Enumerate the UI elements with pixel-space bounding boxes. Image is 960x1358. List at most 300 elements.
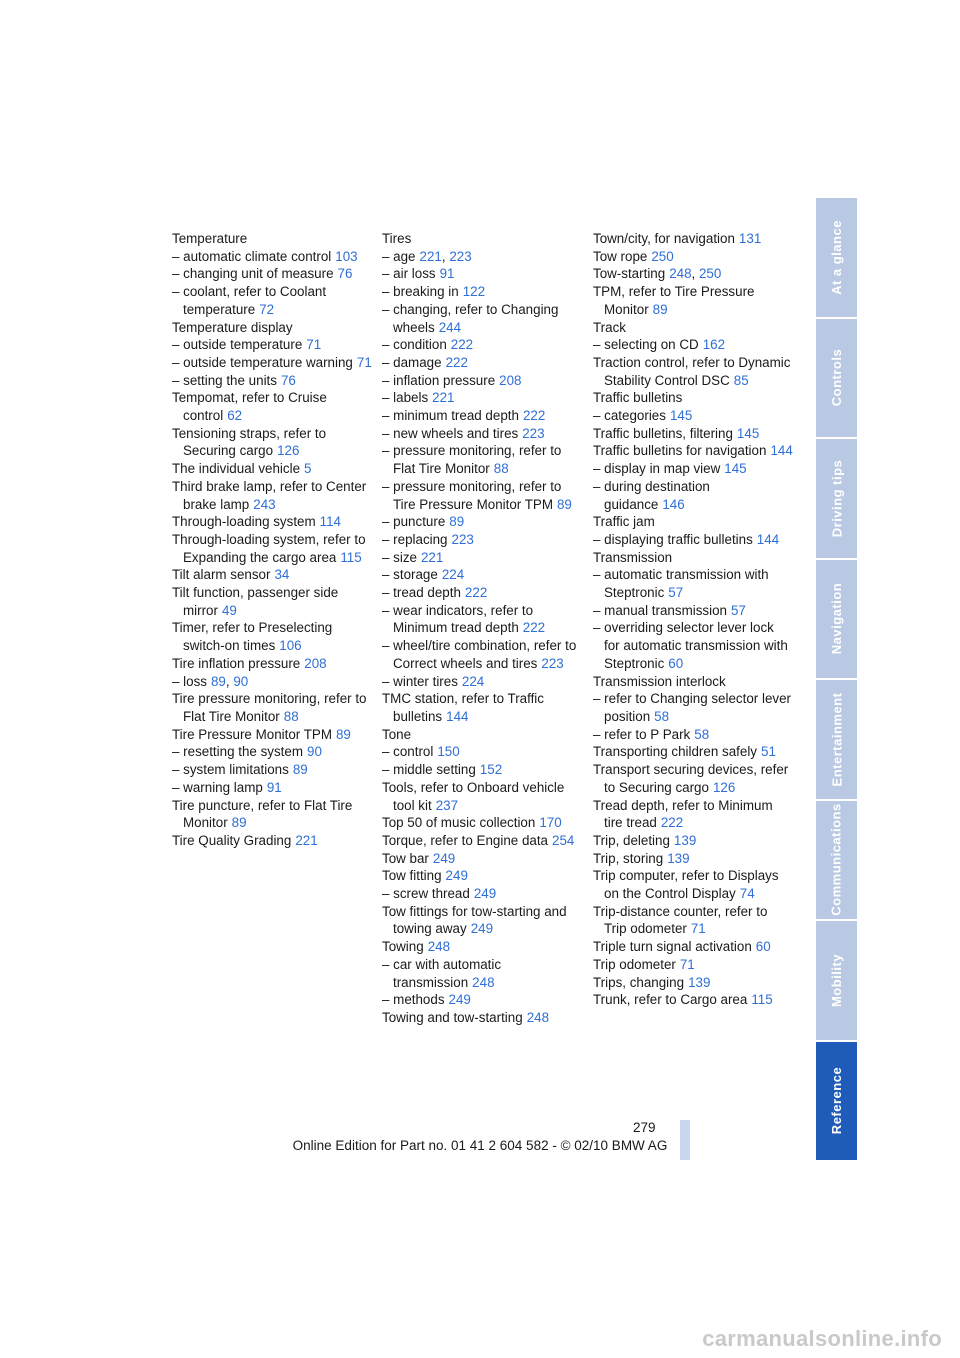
index-entry-text: Top 50 of music collection xyxy=(382,815,536,831)
index-entry xyxy=(172,336,372,354)
index-entry xyxy=(172,283,372,318)
index-entry-text: – middle setting xyxy=(382,762,476,778)
index-entry-text: Tone xyxy=(382,726,412,742)
page-link[interactable]: 222 xyxy=(450,337,474,353)
index-entry-text: Towing xyxy=(382,939,424,955)
section-sidebar xyxy=(816,198,857,1160)
index-entry-text: – wear indicators, refer to Minimum tread depth xyxy=(382,602,534,636)
index-entry-text: – winter tires xyxy=(382,673,458,689)
page-link[interactable]: 60 xyxy=(755,939,771,955)
page-link[interactable]: 139 xyxy=(688,974,711,990)
index-entry xyxy=(382,832,582,850)
page-link[interactable]: 91 xyxy=(439,266,455,282)
index-entry xyxy=(382,673,582,691)
index-entry-text: Trip computer, refer to Displays on the Control Display xyxy=(593,868,779,902)
index-entry-text: Transmission interlock xyxy=(593,673,726,689)
index-entry-text: – size xyxy=(382,549,417,565)
index-entry-text: Transmission xyxy=(593,549,673,565)
page-link[interactable]: 115 xyxy=(751,992,773,1008)
page-link[interactable]: 88 xyxy=(283,708,299,724)
index-entry xyxy=(382,779,582,814)
page-number: 279 xyxy=(633,1120,656,1135)
index-entry xyxy=(382,389,582,407)
index-entry-text: – air loss xyxy=(382,266,436,282)
index-entry xyxy=(593,726,793,744)
sidebar-tab-label: Navigation xyxy=(829,583,844,655)
page-link[interactable]: 221 xyxy=(419,248,442,264)
index-entry xyxy=(382,248,582,266)
index-entry-text: Traffic bulletins for navigation xyxy=(593,443,767,459)
index-entry-text: – displaying traffic bulletins xyxy=(593,531,753,547)
index-entry xyxy=(382,442,582,477)
index-entry xyxy=(172,425,372,460)
index-entry xyxy=(593,938,793,956)
page-link[interactable]: 89 xyxy=(292,762,308,778)
page-link[interactable]: 221 xyxy=(420,549,444,565)
page-link[interactable]: 90 xyxy=(307,744,322,760)
index-entry-text: – refer to P Park xyxy=(593,726,691,742)
page-link[interactable]: 72 xyxy=(259,301,275,317)
index-entry xyxy=(172,779,372,797)
index-entry-text: Tempomat, refer to Cruise control xyxy=(172,390,327,424)
index-entry-text: – pressure monitoring, refer to Tire Pressure Monitor TPM xyxy=(382,478,562,512)
index-entry-text: – control xyxy=(382,744,434,760)
page-separator: , xyxy=(441,248,450,264)
page-link[interactable]: 237 xyxy=(435,797,459,813)
index-entry-text: Tire pressure monitoring, refer to Flat Tire Monitor xyxy=(172,691,367,724)
index-entry-text: – age xyxy=(382,248,416,264)
page-link[interactable]: 139 xyxy=(673,832,697,848)
page-link[interactable]: 115 xyxy=(340,549,362,565)
page-link[interactable]: 57 xyxy=(668,585,684,601)
index-entry xyxy=(593,991,793,1009)
index-entry-text: Traction control, refer to Dynamic Stability Control DSC xyxy=(593,354,791,388)
index-entry xyxy=(172,619,372,654)
index-entry xyxy=(382,761,582,779)
index-entry xyxy=(172,655,372,673)
index-entry xyxy=(593,956,793,974)
sidebar-tab-label: Entertainment xyxy=(829,692,844,787)
index-entry xyxy=(593,425,793,443)
index-entry-text: Tow fittings for tow-starting and towing away xyxy=(382,903,567,937)
page-link[interactable]: 152 xyxy=(479,762,503,778)
page-link[interactable]: 144 xyxy=(756,531,780,547)
page-link[interactable]: 71 xyxy=(679,956,695,972)
index-entry xyxy=(382,478,582,513)
page-link[interactable]: 89 xyxy=(210,673,226,689)
index-entry-text: Tire Quality Grading xyxy=(172,832,292,848)
index-entry-text: – setting the units xyxy=(172,372,277,388)
index-entry-text: Traffic bulletins xyxy=(593,390,683,406)
index-entry xyxy=(382,743,582,761)
index-column-3 xyxy=(593,230,793,1009)
sidebar-tab-entertainment[interactable] xyxy=(816,680,857,799)
index-entry-text: – labels xyxy=(382,390,429,406)
index-entry xyxy=(172,743,372,761)
index-entry-text: Third brake lamp, refer to Center brake lamp xyxy=(172,478,367,512)
index-entry-text: – outside temperature xyxy=(172,337,303,353)
index-entry-text: Tire puncture, refer to Flat Tire Monitor xyxy=(172,797,353,831)
index-entry xyxy=(593,867,793,902)
index-entry xyxy=(382,690,582,725)
index-entry-text: – loss xyxy=(172,673,207,689)
index-entry xyxy=(382,956,582,991)
page-link[interactable]: 76 xyxy=(337,266,353,282)
index-entry xyxy=(382,637,582,672)
index-entry xyxy=(382,265,582,283)
index-entry-text: – tread depth xyxy=(382,585,461,601)
index-entry-text: – warning lamp xyxy=(172,779,263,795)
page-link[interactable]: 222 xyxy=(522,408,546,424)
index-column-1 xyxy=(172,230,372,850)
index-entry xyxy=(593,265,793,283)
index-entry xyxy=(382,814,582,832)
index-entry-text: Tow bar xyxy=(382,850,429,866)
index-entry xyxy=(593,566,793,601)
index-entry-text: – puncture xyxy=(382,514,446,530)
page-link[interactable]: 222 xyxy=(445,354,468,370)
page-link[interactable]: 145 xyxy=(736,425,760,441)
page-link[interactable]: 89 xyxy=(231,815,247,831)
page-link[interactable]: 74 xyxy=(739,886,755,902)
index-entry xyxy=(593,478,793,513)
index-entry-text: Trip-distance counter, refer to Trip odometer xyxy=(593,903,768,937)
page-link[interactable]: 223 xyxy=(451,531,474,547)
index-entry-text: Tire inflation pressure xyxy=(172,655,301,671)
page-link[interactable]: 221 xyxy=(432,390,455,406)
index-entry xyxy=(382,726,582,744)
index-entry xyxy=(593,549,793,567)
index-entry-text: Temperature xyxy=(172,231,248,246)
sidebar-tab-mobility[interactable] xyxy=(816,921,857,1040)
page-link[interactable]: 126 xyxy=(277,443,300,459)
index-entry-text: – changing unit of measure xyxy=(172,266,334,282)
sidebar-tab-label: Communications xyxy=(829,803,844,916)
page-link[interactable]: 145 xyxy=(669,408,693,424)
index-entry xyxy=(593,690,793,725)
page-link[interactable]: 250 xyxy=(651,248,674,264)
page-link[interactable]: 51 xyxy=(761,744,776,760)
index-entry xyxy=(172,584,372,619)
index-entry xyxy=(382,584,582,602)
page-link[interactable]: 126 xyxy=(712,779,736,795)
index-entry xyxy=(172,513,372,531)
index-entry xyxy=(172,761,372,779)
page-link[interactable]: 89 xyxy=(556,496,572,512)
index-entry xyxy=(593,743,793,761)
index-entry-text: Temperature display xyxy=(172,319,293,335)
sidebar-tab-label: Controls xyxy=(829,349,845,407)
index-entry-text: – methods xyxy=(382,992,445,1008)
page-link[interactable]: 223 xyxy=(522,425,545,441)
page-link[interactable]: 60 xyxy=(668,655,684,671)
index-entry-text: TPM, refer to Tire Pressure Monitor xyxy=(593,284,755,317)
sidebar-tab-navigation[interactable] xyxy=(816,560,857,679)
index-entry-text: Through-loading system xyxy=(172,514,316,530)
page-link[interactable]: 223 xyxy=(541,655,564,671)
page-link[interactable]: 89 xyxy=(652,301,668,317)
index-entry xyxy=(382,230,582,248)
page-link[interactable]: 71 xyxy=(690,921,706,937)
index-entry xyxy=(382,991,582,1009)
index-entry-text: – resetting the system xyxy=(172,744,303,760)
index-entry xyxy=(382,425,582,443)
index-entry-text: Tow-starting xyxy=(593,266,666,282)
index-entry-text: – changing, refer to Changing wheels xyxy=(382,301,559,335)
index-entry-text: Tensioning straps, refer to Securing cargo xyxy=(172,425,327,459)
sidebar-tab-label: Mobility xyxy=(829,953,845,1007)
page-link[interactable]: 144 xyxy=(770,443,793,459)
page-link[interactable]: 90 xyxy=(233,673,249,689)
index-entry xyxy=(593,602,793,620)
index-entry xyxy=(382,283,582,301)
index-entry xyxy=(593,336,793,354)
sidebar-tab-controls[interactable] xyxy=(816,319,857,438)
index-entry-text: Tow rope xyxy=(593,248,648,264)
page-link[interactable]: 224 xyxy=(461,673,485,689)
page-link[interactable]: 88 xyxy=(493,461,509,477)
index-entry-text: Tires xyxy=(382,231,412,246)
index-entry xyxy=(382,407,582,425)
page-link[interactable]: 106 xyxy=(279,638,302,654)
index-column-2 xyxy=(382,230,582,1027)
index-entry-text: Traffic jam xyxy=(593,514,655,530)
page-link[interactable]: 89 xyxy=(449,514,465,530)
index-entry xyxy=(593,460,793,478)
page-link[interactable]: 146 xyxy=(662,496,685,512)
index-entry xyxy=(382,549,582,567)
index-entry xyxy=(382,531,582,549)
index-entry-text: – categories xyxy=(593,408,666,424)
index-entry xyxy=(382,850,582,868)
sidebar-tab-label: Driving tips xyxy=(829,459,845,538)
page-link[interactable]: 144 xyxy=(446,708,469,724)
index-entry-text: Track xyxy=(593,319,626,335)
sidebar-tab-label: Reference xyxy=(829,1067,844,1135)
index-entry xyxy=(382,513,582,531)
sidebar-tab-at-a-glance[interactable] xyxy=(816,198,857,317)
index-entry xyxy=(382,602,582,637)
index-entry-text: – automatic climate control xyxy=(172,248,332,264)
page-link[interactable]: 249 xyxy=(445,868,468,884)
index-entry-text: – overriding selector lever lock for automatic transmission with Steptronic xyxy=(593,620,788,671)
page-link[interactable]: 249 xyxy=(470,921,494,937)
page-link[interactable]: 254 xyxy=(552,832,575,848)
index-entry xyxy=(593,248,793,266)
page-link[interactable]: 249 xyxy=(473,886,497,902)
page-link[interactable]: 57 xyxy=(730,602,746,618)
index-entry-text: – car with automatic transmission xyxy=(382,956,502,990)
index-entry-text: – pressure monitoring, refer to Flat Tire Monitor xyxy=(382,443,562,477)
index-entry xyxy=(382,354,582,372)
page-link[interactable]: 89 xyxy=(335,726,351,742)
index-entry xyxy=(382,336,582,354)
page-link[interactable]: 249 xyxy=(448,992,471,1008)
index-entry-text: Timer, refer to Preselecting switch-on times xyxy=(172,620,333,654)
index-entry-text: – screw thread xyxy=(382,886,470,902)
index-entry-text: Trips, changing xyxy=(593,974,685,990)
index-entry-text: Triple turn signal activation xyxy=(593,939,752,955)
index-entry xyxy=(593,761,793,796)
index-entry xyxy=(172,230,372,248)
index-entry-text: – display in map view xyxy=(593,461,721,477)
page-link[interactable]: 58 xyxy=(654,708,670,724)
index-entry xyxy=(593,903,793,938)
index-entry-text: – replacing xyxy=(382,531,448,547)
index-entry xyxy=(172,460,372,478)
index-entry xyxy=(172,797,372,832)
index-entry xyxy=(593,974,793,992)
page-link[interactable]: 58 xyxy=(694,726,710,742)
index-entry-text: Tire Pressure Monitor TPM xyxy=(172,726,332,742)
index-entry xyxy=(172,372,372,390)
sidebar-tab-label: At a glance xyxy=(829,219,845,295)
page-link[interactable]: 103 xyxy=(335,248,358,264)
index-entry-text: Transporting children safely xyxy=(593,744,757,760)
page-link[interactable]: 248 xyxy=(427,939,451,955)
index-entry-text: Trip, storing xyxy=(593,850,664,866)
page-link[interactable]: 162 xyxy=(702,337,726,353)
index-entry-text: Tools, refer to Onboard vehicle tool kit xyxy=(382,779,565,813)
page-link[interactable]: 224 xyxy=(441,567,465,583)
page-separator: , xyxy=(225,673,234,689)
page-link[interactable]: 49 xyxy=(221,602,237,618)
page-link[interactable]: 248 xyxy=(472,974,495,990)
page-link[interactable]: 222 xyxy=(464,585,488,601)
edition-footer: Online Edition for Part no. 01 41 2 604 582 - © 02/10 BMW AG xyxy=(292,1138,668,1153)
index-entry-text: Torque, refer to Engine data xyxy=(382,832,549,848)
index-entry-text: The individual vehicle xyxy=(172,461,301,477)
page-link[interactable]: 250 xyxy=(698,266,722,282)
page-link[interactable]: 34 xyxy=(274,567,290,583)
index-entry-text: – damage xyxy=(382,354,442,370)
index-entry xyxy=(593,407,793,425)
index-entry xyxy=(172,690,372,725)
index-entry-text: Tow fitting xyxy=(382,868,442,884)
index-entry-text: Trip odometer xyxy=(593,956,676,972)
page-link[interactable]: 62 xyxy=(227,408,243,424)
index-entry xyxy=(593,389,793,407)
index-entry-text: Traffic bulletins, filtering xyxy=(593,425,733,441)
index-entry-text: – new wheels and tires xyxy=(382,425,519,441)
page-link[interactable]: 71 xyxy=(356,354,372,370)
page-link[interactable]: 248 xyxy=(669,266,692,282)
index-entry xyxy=(382,1009,582,1027)
index-entry xyxy=(172,566,372,584)
page-link[interactable]: 208 xyxy=(499,372,522,388)
page-link[interactable]: 223 xyxy=(449,248,472,264)
index-entry xyxy=(172,726,372,744)
page-link[interactable]: 139 xyxy=(667,850,690,866)
index-entry xyxy=(172,265,372,283)
page-link[interactable]: 76 xyxy=(280,372,296,388)
index-entry xyxy=(593,619,793,672)
page-link[interactable]: 208 xyxy=(304,655,327,671)
index-entry xyxy=(382,938,582,956)
page-link[interactable]: 85 xyxy=(733,372,749,388)
index-entry xyxy=(382,301,582,336)
page-link[interactable]: 248 xyxy=(526,1009,550,1025)
index-entry xyxy=(172,248,372,266)
index-entry-text: Tread depth, refer to Minimum tire tread xyxy=(593,797,773,831)
index-entry xyxy=(593,319,793,337)
index-entry xyxy=(593,230,793,248)
page-link[interactable]: 91 xyxy=(266,779,282,795)
page-link[interactable]: 170 xyxy=(539,815,562,831)
index-entry-text: – refer to Changing selector lever position xyxy=(593,691,791,724)
page-link[interactable]: 222 xyxy=(660,815,684,831)
page-link[interactable]: 122 xyxy=(462,284,486,300)
sidebar-tab-communications[interactable] xyxy=(816,801,857,920)
index-entry xyxy=(172,389,372,424)
index-entry xyxy=(172,319,372,337)
sidebar-tab-driving-tips[interactable] xyxy=(816,439,857,558)
page-link[interactable]: 150 xyxy=(437,744,460,760)
index-entry-text: – minimum tread depth xyxy=(382,408,519,424)
index-entry xyxy=(172,354,372,372)
index-entry-text: Towing and tow-starting xyxy=(382,1009,523,1025)
index-entry xyxy=(593,850,793,868)
page-link[interactable]: 249 xyxy=(432,850,456,866)
index-entry-text: – wheel/tire combination, refer to Correct wheels and tires xyxy=(382,638,577,671)
page-link[interactable]: 145 xyxy=(724,461,747,477)
index-entry xyxy=(172,531,372,566)
page-link[interactable]: 221 xyxy=(295,832,318,848)
index-entry-text: Tilt function, passenger side mirror xyxy=(172,585,339,618)
page-link[interactable]: 222 xyxy=(522,620,546,636)
index-entry xyxy=(593,673,793,691)
index-entry-text: – automatic transmission with Steptronic xyxy=(593,567,769,601)
index-entry xyxy=(172,478,372,513)
page-link[interactable]: 244 xyxy=(438,319,462,335)
index-entry xyxy=(593,513,793,531)
page-link[interactable]: 5 xyxy=(304,461,312,477)
index-entry-text: – system limitations xyxy=(172,762,289,778)
page-link[interactable]: 243 xyxy=(253,496,276,512)
index-entry-text: Trip, deleting xyxy=(593,832,670,848)
index-entry-text: – condition xyxy=(382,337,447,353)
index-entry-text: – manual transmission xyxy=(593,602,727,618)
index-entry xyxy=(593,832,793,850)
index-entry-text: Through-loading system, refer to Expanding the cargo area xyxy=(172,531,366,565)
index-entry xyxy=(382,372,582,390)
index-entry xyxy=(593,797,793,832)
index-entry-text: Tilt alarm sensor xyxy=(172,567,271,583)
index-entry xyxy=(382,867,582,885)
index-entry-text: – breaking in xyxy=(382,284,459,300)
index-entry-text: – during destination guidance xyxy=(593,478,710,512)
page-link[interactable]: 114 xyxy=(319,514,342,530)
index-entry xyxy=(172,673,372,691)
index-entry xyxy=(382,566,582,584)
index-entry xyxy=(593,354,793,389)
watermark: carmanualsonline.info xyxy=(702,1326,942,1351)
index-entry-text: – outside temperature warning xyxy=(172,354,353,370)
index-entry-text: – coolant, refer to Coolant temperature xyxy=(172,284,327,317)
page-link[interactable]: 71 xyxy=(306,337,322,353)
index-entry-text: Transport securing devices, refer to Securing cargo xyxy=(593,762,789,795)
page-separator: , xyxy=(691,266,699,282)
index-entry xyxy=(593,442,793,460)
index-entry xyxy=(382,903,582,938)
index-entry xyxy=(382,885,582,903)
index-entry-text: Town/city, for navigation xyxy=(593,231,735,246)
index-entry-text: – storage xyxy=(382,567,438,583)
index-entry-text: – inflation pressure xyxy=(382,372,496,388)
index-entry-text: – selecting on CD xyxy=(593,337,699,353)
page-link[interactable]: 131 xyxy=(738,231,762,246)
index-entry xyxy=(172,832,372,850)
